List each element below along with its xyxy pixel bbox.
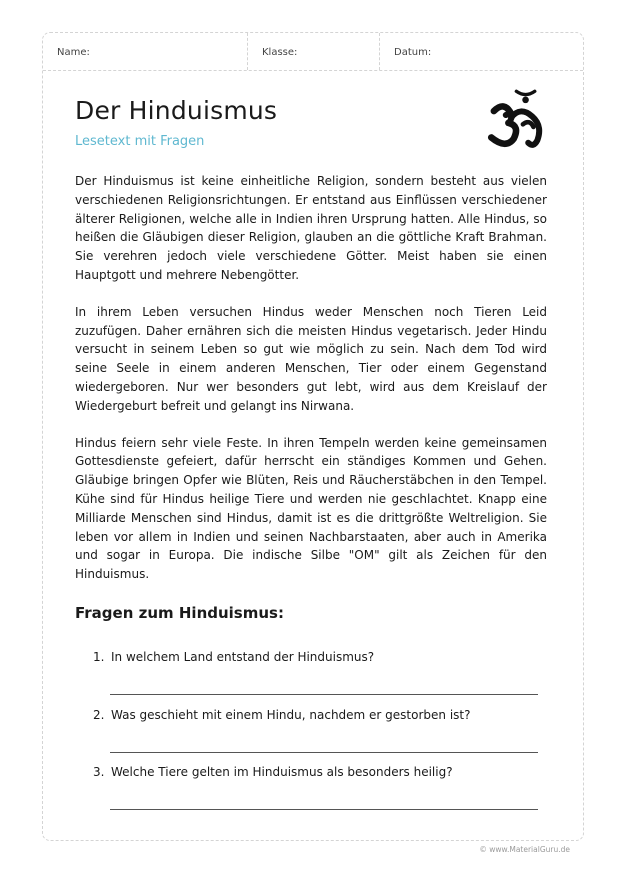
date-label: Datum:	[394, 47, 432, 58]
question-text: Welche Tiere gelten im Hinduismus als besonders heilig?	[111, 765, 453, 779]
answer-line[interactable]	[110, 694, 538, 695]
paragraph: Hindus feiern sehr viele Feste. In ihren Tempeln werden keine gemeinsamen Gottesdienste gefeiert, dafür herrscht ein ständiges Kommen und Gehen. Gläubige bringen Opfer wie Blüten, Reis und Räucherstäbchen in den Tempel. Kühe sind für Hindus heilige Tiere und werden nie geschlachtet. Knapp eine Milliarde Menschen sind Hindus, damit ist es die drittgrößte Weltreligion. Sie leben vor allem in Indien und seinen Nachbarstaaten, aber auch in Amerika und sogar in Europa. Die indische Silbe "OM" gilt als Zeichen für den Hinduismus.	[75, 435, 547, 582]
copyright-notice: © www.MaterialGuru.de	[479, 845, 570, 854]
page-title: Der Hinduismus	[75, 96, 278, 125]
question-number: 1.	[93, 650, 105, 664]
question-text: Was geschieht mit einem Hindu, nachdem er gestorben ist?	[111, 708, 471, 722]
page-subtitle: Lesetext mit Fragen	[75, 134, 205, 149]
class-field[interactable]	[248, 33, 380, 70]
question-text: In welchem Land entstand der Hinduismus?	[111, 650, 375, 664]
questions-heading: Fragen zum Hinduismus:	[75, 604, 284, 622]
paragraph: In ihrem Leben versuchen Hindus weder Menschen noch Tieren Leid zuzufügen. Daher ernähren sich die meisten Hindus vegetarisch. Jeder Hindu versucht in seinem Leben so gut wie möglich zu sein. Nach dem Tod wird seine Seele in einem anderen Menschen, Tier oder einem Gegenstand wiedergeboren. Nur wer besonders gut lebt, wird aus dem Kreislauf der Wiedergeburt befreit und gelangt ins Nirwana.	[75, 304, 547, 413]
om-symbol-icon	[482, 86, 548, 152]
question-item	[93, 708, 471, 722]
header-row	[43, 33, 583, 71]
question-item	[93, 650, 374, 664]
paragraph: Der Hinduismus ist keine einheitliche Religion, sondern besteht aus vielen verschiedenen Religionsrichtungen. Er entstand aus Einflüssen verschiedener älterer Religionen, welche alle in Indien ihren Ursprung hatten. Alle Hindus, so heißen die Gläubigen dieser Religion, glauben an die göttliche Kraft Brahman. Sie verehren jedoch viele verschiedene Götter. Meist haben sie einen Hauptgott und mehrere Nebengötter.	[75, 174, 547, 282]
question-item	[93, 765, 453, 779]
reading-text	[75, 172, 547, 602]
question-number: 3.	[93, 765, 105, 779]
name-label: Name:	[57, 47, 90, 58]
question-number: 2.	[93, 708, 105, 722]
class-label: Klasse:	[262, 47, 298, 58]
name-field[interactable]	[43, 33, 248, 70]
answer-line[interactable]	[110, 752, 538, 753]
date-field[interactable]	[380, 33, 583, 70]
answer-line[interactable]	[110, 809, 538, 810]
